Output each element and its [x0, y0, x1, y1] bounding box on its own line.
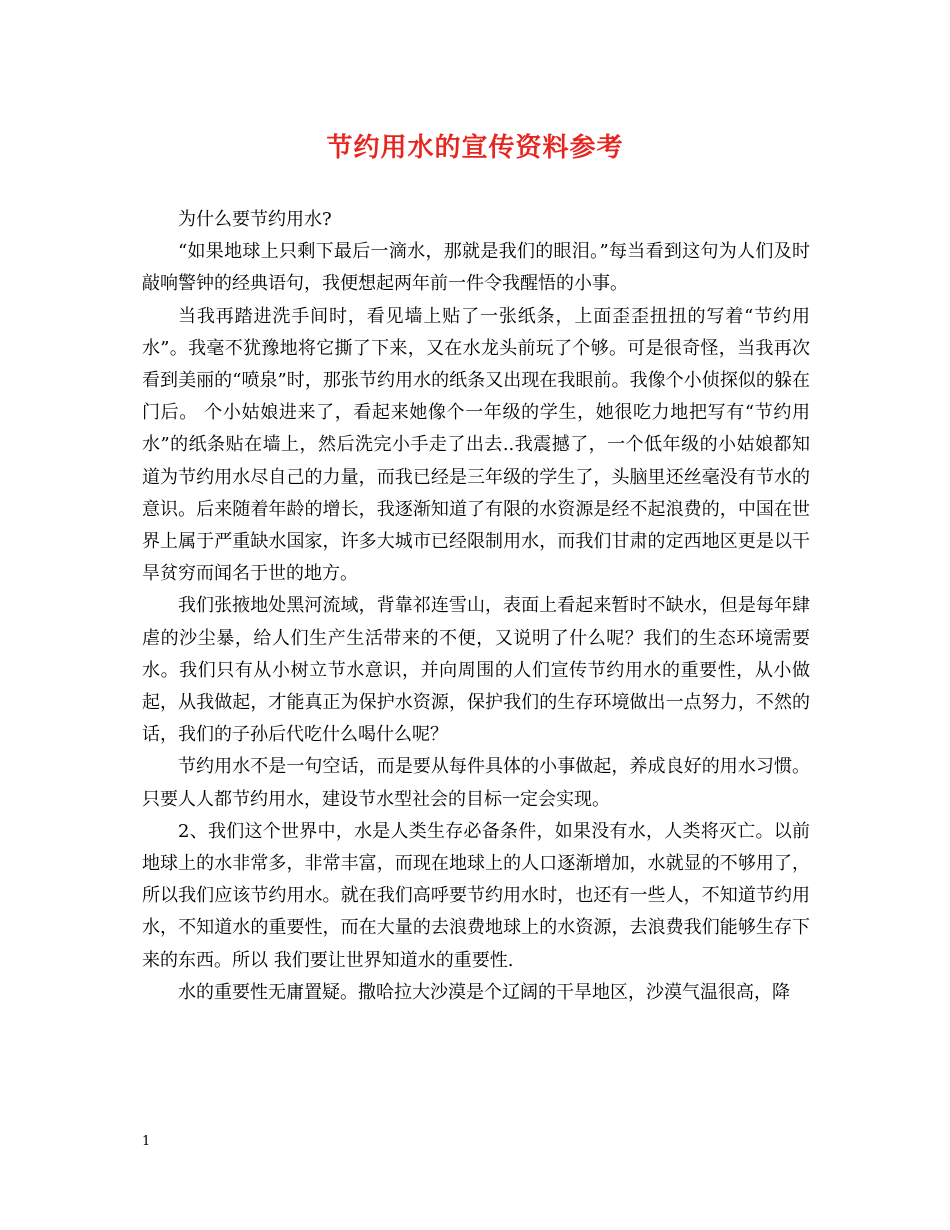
paragraph-zhangye: 我们张掖地处黑河流域，背靠祁连雪山，表面上看起来暂时不缺水，但是每年肆虐的沙尘暴，给人们生产生活带来的不便，又说明了什么呢？我们的生态环境需要水。我们只有从小树立节水意识，并向周围的人们宣传节约用水的重要性，从小做起，从我做起，才能真正为保护水资源，保护我们的生存环境做出一点努力，不然的话，我们的子孙后代吃什么喝什么呢？ [142, 595, 810, 746]
page-number: 1 [142, 1134, 151, 1149]
paragraph-habit: 节约用水不是一句空话，而是要从每件具体的小事做起，养成良好的用水习惯。只要人人都节约用水，建设节水型社会的目标一定会实现。 [142, 756, 810, 810]
paragraph-quote: “如果地球上只剩下最后一滴水，那就是我们的眼泪。”每当看到这句为人们及时敲响警钟的经典语句，我便想起两年前一件令我醒悟的小事。 [142, 241, 810, 295]
paragraph-section-2: 2、我们这个世界中，水是人类生存必备条件，如果没有水，人类将灭亡。以前地球上的水非常多，非常丰富，而现在地球上的人口逐渐增加，水就显的不够用了，所以我们应该节约用水。就在我们高呼要节约用水时，也还有一些人，不知道节约用水，不知道水的重要性，而在大量的去浪费地球上的水资源，去浪费我们能够生存下来的东西。所以 我们要让世界知道水的重要性. [142, 820, 810, 971]
paragraph-question: 为什么要节约用水? [178, 209, 332, 230]
document-body [142, 204, 810, 1009]
paragraph-story: 当我再踏进洗手间时，看见墙上贴了一张纸条，上面歪歪扭扭的写着“节约用水”。我毫不犹豫地将它撕了下来，又在水龙头前玩了个够。可是很奇怪，当我再次看到美丽的“喷泉”时，那张节约用水的纸条又出现在我眼前。我像个小侦探似的躲在门后。 个小姑娘进来了，看起来她像个一年级的学生，她很吃力地把写有“节约用水”的纸条贴在墙上，然后洗完小手走了出去..我震撼了，一个低年级的小姑娘都知道为节约用水尽自己的力量，而我已经是三年级的学生了，头脑里还丝毫没有节水的意识。后来随着年龄的增长，我逐渐知道了有限的水资源是经不起浪费的，中国在世界上属于严重缺水国家，许多大城市已经限制用水，而我们甘肃的定西地区更是以干旱贫穷而闻名于世的地方。 [142, 305, 810, 585]
paragraph-importance: 水的重要性无庸置疑。撒哈拉大沙漠是个辽阔的干旱地区，沙漠气温很高，降 [178, 981, 790, 1003]
document-title: 节约用水的宣传资料参考 [326, 133, 624, 163]
